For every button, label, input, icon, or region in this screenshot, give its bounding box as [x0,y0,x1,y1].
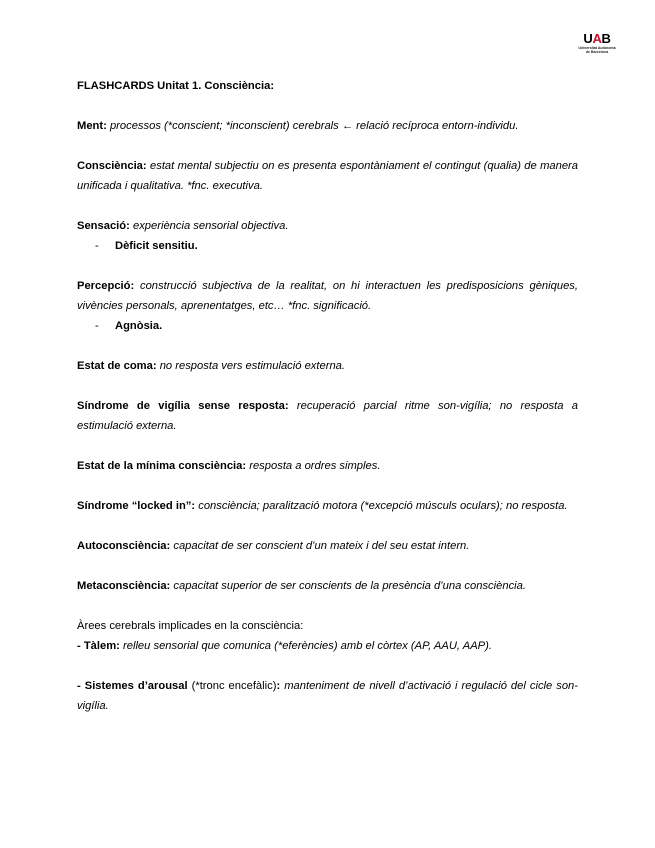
logo-mark [566,32,628,46]
definition-minima: resposta a ordres simples. [249,460,381,472]
document-title: FLASHCARDS Unitat 1. Consciència: [77,80,275,92]
definition-sensacio: experiència sensorial objectiva. [132,220,289,232]
definition-talem: relleu sensorial que comunica (*eferències) amb el còrtex (AP, AAU, AAP). [123,640,492,652]
arousal-colon: : [276,680,281,692]
definition-vigilia: recuperació parcial ritme son-vigília; no resposta a estimulació externa. [77,400,578,432]
definition-locked-in: consciència; paralització motora (*excepció músculs oculars); no resposta. [198,500,568,512]
definition-ment: processos (*conscient; *inconscient) cerebrals ← relació recíproca entorn-individu. [109,120,519,132]
bullet-deficit [77,236,578,256]
definition-coma: no resposta vers estimulació externa. [159,360,346,372]
logo-letter-a: A [592,31,602,46]
term-coma: Estat de coma: [77,360,157,372]
university-logo [566,32,628,55]
logo-letter-u: U [583,31,593,46]
term-autoconsciencia: Autoconsciència: [77,540,171,552]
area-arousal [77,676,578,716]
entry-coma [77,356,578,376]
term-sensacio: Sensació: [77,220,130,232]
definition-consciencia: estat mental subjectiu on es presenta espontàniament el contingut (qualia) de manera unificada i qualitativa. *fnc. executiva. [77,160,579,192]
entry-metaconsciencia [77,576,578,596]
term-consciencia: Consciència: [77,160,147,172]
entry-vigilia [77,396,578,436]
entry-consciencia [77,156,578,196]
bullet-text-agnosia: Agnòsia. [115,320,163,332]
term-talem: Tàlem: [83,640,120,652]
definition-percepcio: construcció subjectiva de la realitat, on hi interactuen les predisposicions gèniques, vivències personals, aprenentatges, etc… *fnc. significació. [77,280,579,312]
term-arousal: Sistemes d’arousal [84,680,188,692]
definition-metaconsciencia: capacitat superior de ser conscients de la presència d’una consciència. [173,580,526,592]
entry-locked-in [77,496,578,516]
term-percepcio: Percepció: [77,280,135,292]
term-metaconsciencia: Metaconsciència: [77,580,171,592]
entry-autoconsciencia [77,536,578,556]
document-body [77,76,578,736]
logo-subtitle-2: de Barcelona [585,50,609,55]
arousal-parenthetical: (*tronc encefàlic) [187,680,277,692]
term-locked-in: Síndrome “locked in”: [77,500,196,512]
entry-percepcio [77,276,578,316]
bullet-text-deficit: Dèficit sensitiu. [115,240,198,252]
logo-subtitle-1: Universitat Autònoma [578,46,616,50]
bullet-dash: - [95,240,99,252]
term-vigilia: Síndrome de vigília sense resposta: [77,400,289,412]
area-talem-prefix: - [77,640,84,652]
definition-autoconsciencia: capacitat de ser conscient d’un mateix i del seu estat intern. [173,540,470,552]
areas-intro: Àrees cerebrals implicades en la consciència: [77,620,304,632]
definition-arousal: manteniment de nivell d’activació i regulació del cicle son-vigília. [77,680,579,712]
term-minima: Estat de la mínima consciència: [77,460,247,472]
term-ment: Ment: [77,120,107,132]
bullet-dash: - [95,320,99,332]
area-arousal-prefix: - [77,680,85,692]
area-talem [77,636,578,656]
entry-minima [77,456,578,476]
logo-letter-b: B [601,31,611,46]
bullet-agnosia [77,316,578,336]
entry-sensacio [77,216,578,236]
entry-ment [77,116,578,136]
